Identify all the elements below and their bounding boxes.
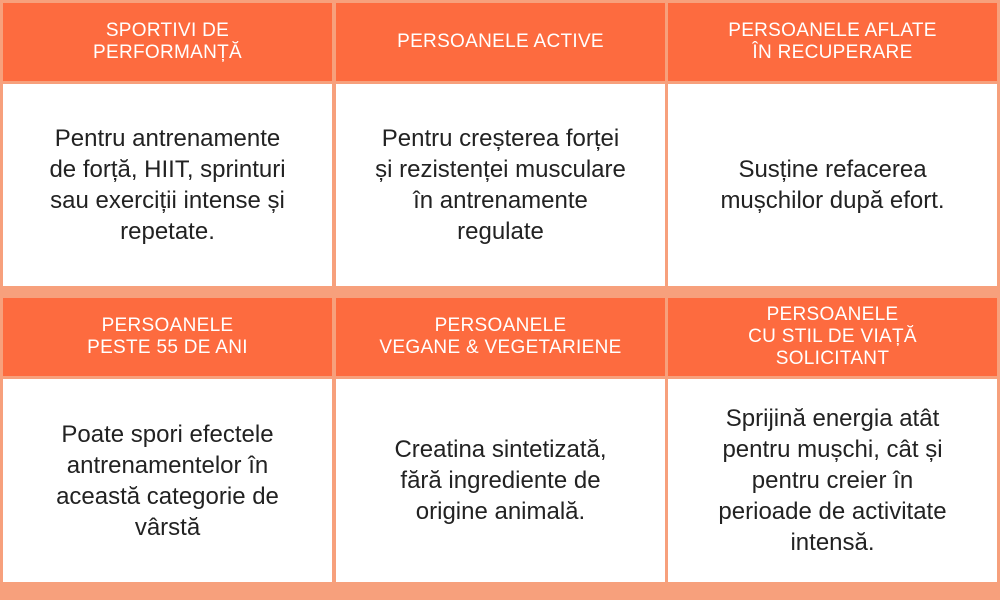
header-persoane-recuperare	[668, 3, 997, 81]
header-persoane-active	[336, 3, 665, 81]
card-text: Susține refacerea mușchilor după efort.	[720, 156, 945, 214]
header-label: PERSOANELE PESTE 55 DE ANI	[87, 315, 248, 358]
card-peste-55-ani	[3, 379, 332, 582]
header-label: PERSOANELE CU STIL DE VIAȚĂ SOLICITANT	[748, 304, 917, 369]
card-sportivi-performanta	[3, 84, 332, 286]
card-text: Poate spori efectele antrenamentelor în această categorie de vârstă	[56, 420, 279, 541]
header-label: SPORTIVI DE PERFORMANȚĂ	[93, 20, 242, 63]
card-text: Sprijină energia atât pentru mușchi, cât și pentru creier în perioade de activitate intensă.	[718, 405, 947, 556]
card-text: Creatina sintetizată, fără ingrediente de origine animală.	[394, 436, 607, 525]
card-vegane-vegetariene	[336, 379, 665, 582]
header-sportivi-performanta	[3, 3, 332, 81]
card-persoane-active	[336, 84, 665, 286]
card-text: Pentru creșterea forței și rezistenței musculare în antrenamente regulate	[375, 125, 626, 245]
header-label: PERSOANELE AFLATE ÎN RECUPERARE	[728, 20, 937, 63]
header-label: PERSOANELE VEGANE & VEGETARIENE	[379, 315, 622, 358]
header-vegane-vegetariene	[336, 298, 665, 376]
header-peste-55-ani	[3, 298, 332, 376]
card-persoane-recuperare	[668, 84, 997, 286]
card-stil-viata-solicitant	[668, 379, 997, 582]
card-text: Pentru antrenamente de forță, HIIT, sprinturi sau exerciții intense și repetate.	[49, 125, 286, 245]
header-stil-viata-solicitant	[668, 298, 997, 376]
header-label: PERSOANELE ACTIVE	[397, 31, 604, 52]
